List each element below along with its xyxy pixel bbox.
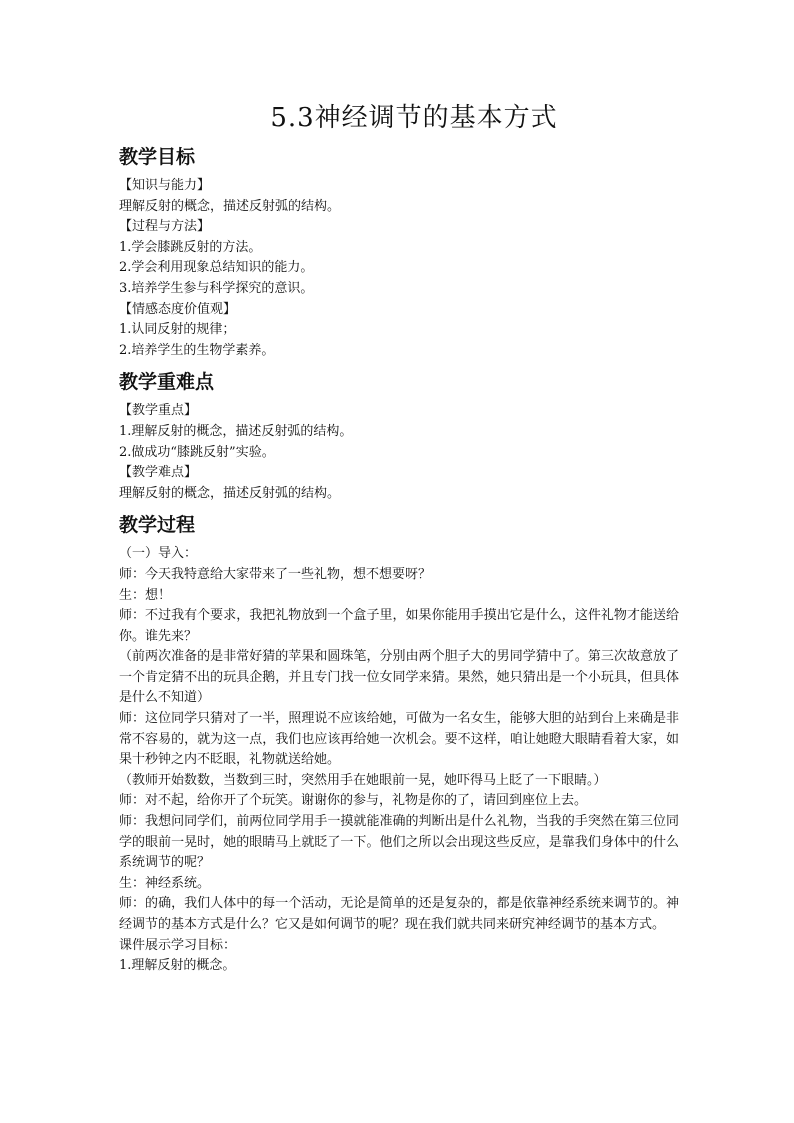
process-item: 2.学会利用现象总结知识的能力。: [119, 260, 314, 276]
objectives-heading: 教学目标: [119, 146, 196, 168]
objectives-section: [119, 144, 679, 361]
process-label: 【过程与方法】: [119, 219, 211, 235]
document-page: [119, 100, 679, 985]
process-section: [119, 512, 679, 976]
key-label: 【教学重点】: [119, 403, 198, 419]
process-paragraph: 师：不过我有个要求，我把礼物放到一个盒子里，如果你能用手摸出它是什么，这件礼物才能送给你。谁先来？: [119, 608, 679, 644]
key-points-section: [119, 369, 679, 504]
attitude-label: 【情感态度价值观】: [119, 301, 237, 317]
process-item: 1.学会膝跳反射的方法。: [119, 239, 262, 255]
difficult-label: 【教学难点】: [119, 465, 198, 481]
process-paragraph: 1.理解反射的概念。: [119, 958, 236, 974]
process-paragraph: 师：今天我特意给大家带来了一些礼物，想不想要呀？: [119, 566, 432, 582]
knowledge-label: 【知识与能力】: [119, 178, 211, 193]
process-paragraph: 课件展示学习目标：: [119, 937, 237, 953]
attitude-item: 1.认同反射的规律；: [119, 322, 236, 338]
key-item: 1.理解反射的概念，描述反射弧的结构。: [119, 423, 353, 439]
process-paragraph: 生：想！: [119, 587, 172, 603]
knowledge-text: 理解反射的概念，描述反射弧的结构。: [119, 198, 341, 214]
process-paragraph: （教师开始数数，当数到三时，突然用手在她眼前一晃，她吓得马上眨了一下眼睛。）: [119, 772, 607, 788]
process-paragraph: 师：我想问同学们，前两位同学用手一摸就能准确的判断出是什么礼物，当我的手突然在第三位同学的眼前一晃时，她的眼睛马上就眨了一下。他们之所以会出现这些反应，是靠我们身体中的什么系统调节的呢？: [119, 814, 679, 871]
process-item: 3.培养学生参与科学探究的意识。: [119, 280, 314, 296]
process-paragraph: （一）导入：: [119, 546, 198, 562]
process-paragraph: 师：对不起，给你开了个玩笑。谢谢你的参与，礼物是你的了，请回到座位上去。: [119, 793, 588, 809]
key-points-heading: 教学重难点: [119, 371, 215, 394]
page-title: 5.3神经调节的基本方式: [270, 103, 558, 133]
process-paragraph: 师：的确，我们人体中的每一个活动，无论是简单的还是复杂的，都是依靠神经系统来调节的。神经调节的基本方式是什么？它又是如何调节的呢？现在我们就共同来研究神经调节的基本方式。: [119, 896, 679, 932]
process-paragraph: （前两次准备的是非常好猜的苹果和圆珠笔，分别由两个胆子大的男同学猜中了。第三次故意放了一个肯定猜不出的玩具企鹅，并且专门找一位女同学来猜。果然，她只猜出是一个小玩具，但具体是什么不知道）: [119, 649, 679, 706]
key-item: 2.做成功“膝跳反射”实验。: [119, 444, 275, 460]
difficult-text: 理解反射的概念，描述反射弧的结构。: [119, 485, 341, 501]
attitude-item: 2.培养学生的生物学素养。: [119, 342, 275, 358]
process-paragraph: 生：神经系统。: [119, 875, 211, 891]
process-heading: 教学过程: [119, 514, 196, 537]
process-paragraph: 师：这位同学只猜对了一半，照理说不应该给她，可做为一名女生，能够大胆的站到台上来确是非常不容易的，就为这一点，我们也应该再给她一次机会。要不这样，咱让她瞪大眼睛看着大家，如果十秒钟之内不眨眼，礼物就送给她。: [119, 711, 679, 768]
